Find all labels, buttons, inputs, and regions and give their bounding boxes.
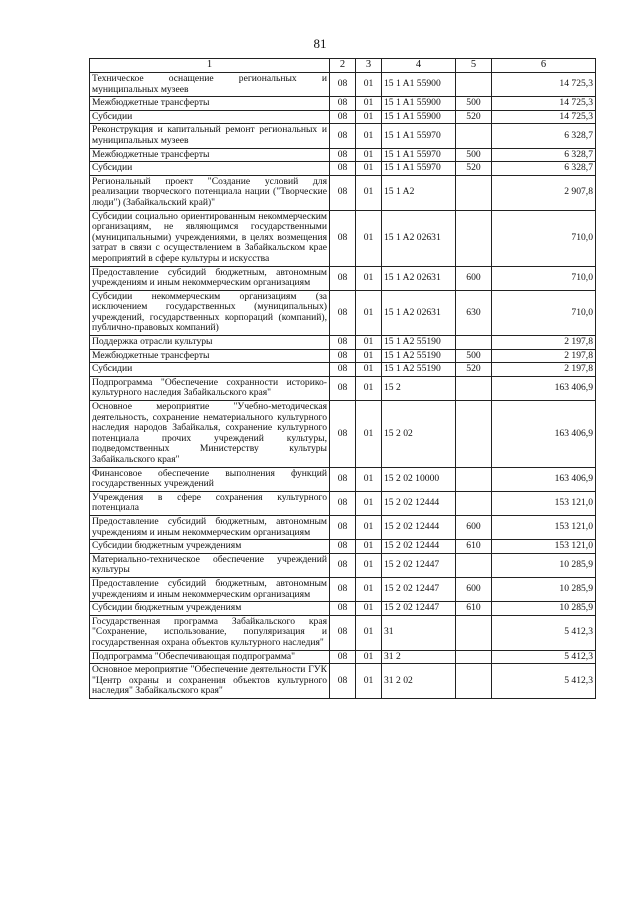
row-name-cell: Субсидии bbox=[90, 363, 330, 377]
table-row bbox=[90, 540, 596, 554]
row-name-cell: Субсидии социально ориентированным некоммерческим организациям, не являющимся государственными (муниципальными) учреждениями, в целях возмещения затрат в связи с осуществлением в Забайкальском крае мероприятий в сфере культуры и искусства bbox=[90, 210, 330, 266]
amount-cell: 14 725,3 bbox=[492, 97, 596, 111]
expense-type-cell bbox=[456, 491, 492, 515]
expense-type-cell: 520 bbox=[456, 162, 492, 176]
amount-cell: 6 328,7 bbox=[492, 162, 596, 176]
target-article-cell: 15 2 02 12447 bbox=[382, 602, 456, 616]
column-header: 2 bbox=[330, 59, 356, 73]
row-name-cell: Поддержка отрасли культуры bbox=[90, 336, 330, 350]
amount-cell: 163 406,9 bbox=[492, 401, 596, 468]
amount-cell: 10 285,9 bbox=[492, 602, 596, 616]
subsection-cell: 01 bbox=[356, 577, 382, 601]
amount-cell: 5 412,3 bbox=[492, 664, 596, 699]
section-cell: 08 bbox=[330, 124, 356, 148]
expense-type-cell: 500 bbox=[456, 148, 492, 162]
table-row bbox=[90, 290, 596, 335]
target-article-cell: 15 2 02 12444 bbox=[382, 491, 456, 515]
target-article-cell: 15 1 A2 bbox=[382, 175, 456, 210]
section-cell: 08 bbox=[330, 349, 356, 363]
target-article-cell: 15 1 A2 55190 bbox=[382, 336, 456, 350]
table-row bbox=[90, 336, 596, 350]
table-row bbox=[90, 363, 596, 377]
target-article-cell: 15 2 02 bbox=[382, 401, 456, 468]
subsection-cell: 01 bbox=[356, 336, 382, 350]
amount-cell: 14 725,3 bbox=[492, 73, 596, 97]
expense-type-cell bbox=[456, 401, 492, 468]
table-row bbox=[90, 210, 596, 266]
expense-type-cell bbox=[456, 376, 492, 400]
amount-cell: 2 197,8 bbox=[492, 349, 596, 363]
subsection-cell: 01 bbox=[356, 515, 382, 539]
target-article-cell: 15 2 02 12444 bbox=[382, 515, 456, 539]
row-name-cell: Предоставление субсидий бюджетным, автономным учреждениям и иным некоммерческим организациям bbox=[90, 515, 330, 539]
table-header-row bbox=[90, 59, 596, 73]
section-cell: 08 bbox=[330, 467, 356, 491]
table-row bbox=[90, 266, 596, 290]
amount-cell: 710,0 bbox=[492, 290, 596, 335]
column-header: 6 bbox=[492, 59, 596, 73]
table-row bbox=[90, 467, 596, 491]
table-row bbox=[90, 175, 596, 210]
table-row bbox=[90, 148, 596, 162]
subsection-cell: 01 bbox=[356, 97, 382, 111]
row-name-cell: Межбюджетные трансферты bbox=[90, 349, 330, 363]
section-cell: 08 bbox=[330, 175, 356, 210]
target-article-cell: 15 1 A2 55190 bbox=[382, 349, 456, 363]
amount-cell: 153 121,0 bbox=[492, 540, 596, 554]
column-header: 5 bbox=[456, 59, 492, 73]
row-name-cell: Подпрограмма "Обеспечение сохранности историко-культурного наследия Забайкальского края" bbox=[90, 376, 330, 400]
amount-cell: 14 725,3 bbox=[492, 110, 596, 124]
expense-type-cell: 600 bbox=[456, 515, 492, 539]
subsection-cell: 01 bbox=[356, 124, 382, 148]
table-row bbox=[90, 650, 596, 664]
table-row bbox=[90, 553, 596, 577]
target-article-cell: 15 1 A2 02631 bbox=[382, 266, 456, 290]
section-cell: 08 bbox=[330, 290, 356, 335]
expense-type-cell bbox=[456, 210, 492, 266]
expense-type-cell bbox=[456, 615, 492, 650]
table-row bbox=[90, 162, 596, 176]
section-cell: 08 bbox=[330, 540, 356, 554]
expense-type-cell: 610 bbox=[456, 540, 492, 554]
column-header: 3 bbox=[356, 59, 382, 73]
expense-type-cell bbox=[456, 175, 492, 210]
amount-cell: 163 406,9 bbox=[492, 376, 596, 400]
target-article-cell: 15 2 02 12447 bbox=[382, 553, 456, 577]
target-article-cell: 15 1 A1 55970 bbox=[382, 162, 456, 176]
table-row bbox=[90, 124, 596, 148]
budget-table bbox=[89, 58, 596, 699]
row-name-cell: Субсидии bbox=[90, 110, 330, 124]
row-name-cell: Субсидии бюджетным учреждениям bbox=[90, 540, 330, 554]
table-row bbox=[90, 491, 596, 515]
amount-cell: 710,0 bbox=[492, 210, 596, 266]
target-article-cell: 15 1 A2 55190 bbox=[382, 363, 456, 377]
target-article-cell: 15 1 A2 02631 bbox=[382, 210, 456, 266]
section-cell: 08 bbox=[330, 110, 356, 124]
amount-cell: 6 328,7 bbox=[492, 148, 596, 162]
section-cell: 08 bbox=[330, 401, 356, 468]
row-name-cell: Межбюджетные трансферты bbox=[90, 148, 330, 162]
table-row bbox=[90, 515, 596, 539]
row-name-cell: Субсидии бюджетным учреждениям bbox=[90, 602, 330, 616]
target-article-cell: 15 2 bbox=[382, 376, 456, 400]
expense-type-cell bbox=[456, 73, 492, 97]
section-cell: 08 bbox=[330, 73, 356, 97]
amount-cell: 163 406,9 bbox=[492, 467, 596, 491]
expense-type-cell: 630 bbox=[456, 290, 492, 335]
subsection-cell: 01 bbox=[356, 602, 382, 616]
amount-cell: 153 121,0 bbox=[492, 491, 596, 515]
expense-type-cell: 600 bbox=[456, 577, 492, 601]
row-name-cell: Региональный проект "Создание условий для реализации творческого потенциала нации ("Творческие люди") (Забайкальский край)" bbox=[90, 175, 330, 210]
section-cell: 08 bbox=[330, 615, 356, 650]
target-article-cell: 31 bbox=[382, 615, 456, 650]
expense-type-cell bbox=[456, 124, 492, 148]
subsection-cell: 01 bbox=[356, 210, 382, 266]
target-article-cell: 15 2 02 12444 bbox=[382, 540, 456, 554]
section-cell: 08 bbox=[330, 97, 356, 111]
table-row bbox=[90, 376, 596, 400]
subsection-cell: 01 bbox=[356, 290, 382, 335]
section-cell: 08 bbox=[330, 515, 356, 539]
table-row bbox=[90, 73, 596, 97]
row-name-cell: Реконструкция и капитальный ремонт региональных и муниципальных музеев bbox=[90, 124, 330, 148]
section-cell: 08 bbox=[330, 336, 356, 350]
expense-type-cell: 500 bbox=[456, 97, 492, 111]
subsection-cell: 01 bbox=[356, 110, 382, 124]
expense-type-cell: 520 bbox=[456, 363, 492, 377]
subsection-cell: 01 bbox=[356, 664, 382, 699]
subsection-cell: 01 bbox=[356, 266, 382, 290]
row-name-cell: Основное мероприятие "Учебно-методическая деятельность, сохранение нематериального культурного наследия народов Забайкалья, сохранение культурного потенциала прочих учреждений культуры, подведомственных Министерству культуры Забайкальского края" bbox=[90, 401, 330, 468]
section-cell: 08 bbox=[330, 363, 356, 377]
table-row bbox=[90, 401, 596, 468]
amount-cell: 10 285,9 bbox=[492, 553, 596, 577]
target-article-cell: 15 1 A1 55970 bbox=[382, 124, 456, 148]
section-cell: 08 bbox=[330, 577, 356, 601]
expense-type-cell: 500 bbox=[456, 349, 492, 363]
subsection-cell: 01 bbox=[356, 650, 382, 664]
target-article-cell: 15 1 A1 55900 bbox=[382, 73, 456, 97]
expense-type-cell: 610 bbox=[456, 602, 492, 616]
table-row bbox=[90, 615, 596, 650]
amount-cell: 2 197,8 bbox=[492, 363, 596, 377]
target-article-cell: 15 1 A1 55900 bbox=[382, 97, 456, 111]
table-row bbox=[90, 577, 596, 601]
row-name-cell: Материально-техническое обеспечение учреждений культуры bbox=[90, 553, 330, 577]
subsection-cell: 01 bbox=[356, 376, 382, 400]
subsection-cell: 01 bbox=[356, 349, 382, 363]
subsection-cell: 01 bbox=[356, 401, 382, 468]
subsection-cell: 01 bbox=[356, 491, 382, 515]
amount-cell: 5 412,3 bbox=[492, 615, 596, 650]
page-number: 81 bbox=[313, 36, 327, 51]
subsection-cell: 01 bbox=[356, 467, 382, 491]
row-name-cell: Субсидии некоммерческим организациям (за исключением государственных (муниципальных) учреждений, государственных корпораций (компаний), публично-правовых компаний) bbox=[90, 290, 330, 335]
section-cell: 08 bbox=[330, 376, 356, 400]
subsection-cell: 01 bbox=[356, 162, 382, 176]
subsection-cell: 01 bbox=[356, 73, 382, 97]
row-name-cell: Межбюджетные трансферты bbox=[90, 97, 330, 111]
row-name-cell: Предоставление субсидий бюджетным, автономным учреждениям и иным некоммерческим организациям bbox=[90, 577, 330, 601]
expense-type-cell bbox=[456, 336, 492, 350]
row-name-cell: Техническое оснащение региональных и муниципальных музеев bbox=[90, 73, 330, 97]
section-cell: 08 bbox=[330, 266, 356, 290]
subsection-cell: 01 bbox=[356, 363, 382, 377]
expense-type-cell bbox=[456, 467, 492, 491]
row-name-cell: Предоставление субсидий бюджетным, автономным учреждениям и иным некоммерческим организациям bbox=[90, 266, 330, 290]
section-cell: 08 bbox=[330, 148, 356, 162]
section-cell: 08 bbox=[330, 602, 356, 616]
amount-cell: 6 328,7 bbox=[492, 124, 596, 148]
section-cell: 08 bbox=[330, 553, 356, 577]
subsection-cell: 01 bbox=[356, 553, 382, 577]
table-row bbox=[90, 664, 596, 699]
row-name-cell: Субсидии bbox=[90, 162, 330, 176]
target-article-cell: 15 1 A2 02631 bbox=[382, 290, 456, 335]
column-header: 1 bbox=[90, 59, 330, 73]
expense-type-cell bbox=[456, 553, 492, 577]
target-article-cell: 15 1 A1 55900 bbox=[382, 110, 456, 124]
section-cell: 08 bbox=[330, 491, 356, 515]
table-row bbox=[90, 349, 596, 363]
amount-cell: 2 907,8 bbox=[492, 175, 596, 210]
target-article-cell: 15 2 02 12447 bbox=[382, 577, 456, 601]
section-cell: 08 bbox=[330, 162, 356, 176]
subsection-cell: 01 bbox=[356, 540, 382, 554]
table-body bbox=[90, 59, 596, 699]
amount-cell: 10 285,9 bbox=[492, 577, 596, 601]
subsection-cell: 01 bbox=[356, 615, 382, 650]
amount-cell: 710,0 bbox=[492, 266, 596, 290]
amount-cell: 5 412,3 bbox=[492, 650, 596, 664]
section-cell: 08 bbox=[330, 210, 356, 266]
row-name-cell: Подпрограмма "Обеспечивающая подпрограмма" bbox=[90, 650, 330, 664]
section-cell: 08 bbox=[330, 650, 356, 664]
target-article-cell: 15 2 02 10000 bbox=[382, 467, 456, 491]
amount-cell: 153 121,0 bbox=[492, 515, 596, 539]
target-article-cell: 31 2 02 bbox=[382, 664, 456, 699]
row-name-cell: Финансовое обеспечение выполнения функций государственных учреждений bbox=[90, 467, 330, 491]
target-article-cell: 31 2 bbox=[382, 650, 456, 664]
table-row bbox=[90, 97, 596, 111]
subsection-cell: 01 bbox=[356, 148, 382, 162]
expense-type-cell bbox=[456, 650, 492, 664]
expense-type-cell: 600 bbox=[456, 266, 492, 290]
row-name-cell: Государственная программа Забайкальского края "Сохранение, использование, популяризация и государственная охрана объектов культурного наследия" bbox=[90, 615, 330, 650]
row-name-cell: Учреждения в сфере сохранения культурного потенциала bbox=[90, 491, 330, 515]
column-header: 4 bbox=[382, 59, 456, 73]
row-name-cell: Основное мероприятие "Обеспечение деятельности ГУК "Центр охраны и сохранения объектов культурного наследия" Забайкальского края" bbox=[90, 664, 330, 699]
table-row bbox=[90, 602, 596, 616]
section-cell: 08 bbox=[330, 664, 356, 699]
table-row bbox=[90, 110, 596, 124]
subsection-cell: 01 bbox=[356, 175, 382, 210]
expense-type-cell: 520 bbox=[456, 110, 492, 124]
amount-cell: 2 197,8 bbox=[492, 336, 596, 350]
expense-type-cell bbox=[456, 664, 492, 699]
target-article-cell: 15 1 A1 55970 bbox=[382, 148, 456, 162]
